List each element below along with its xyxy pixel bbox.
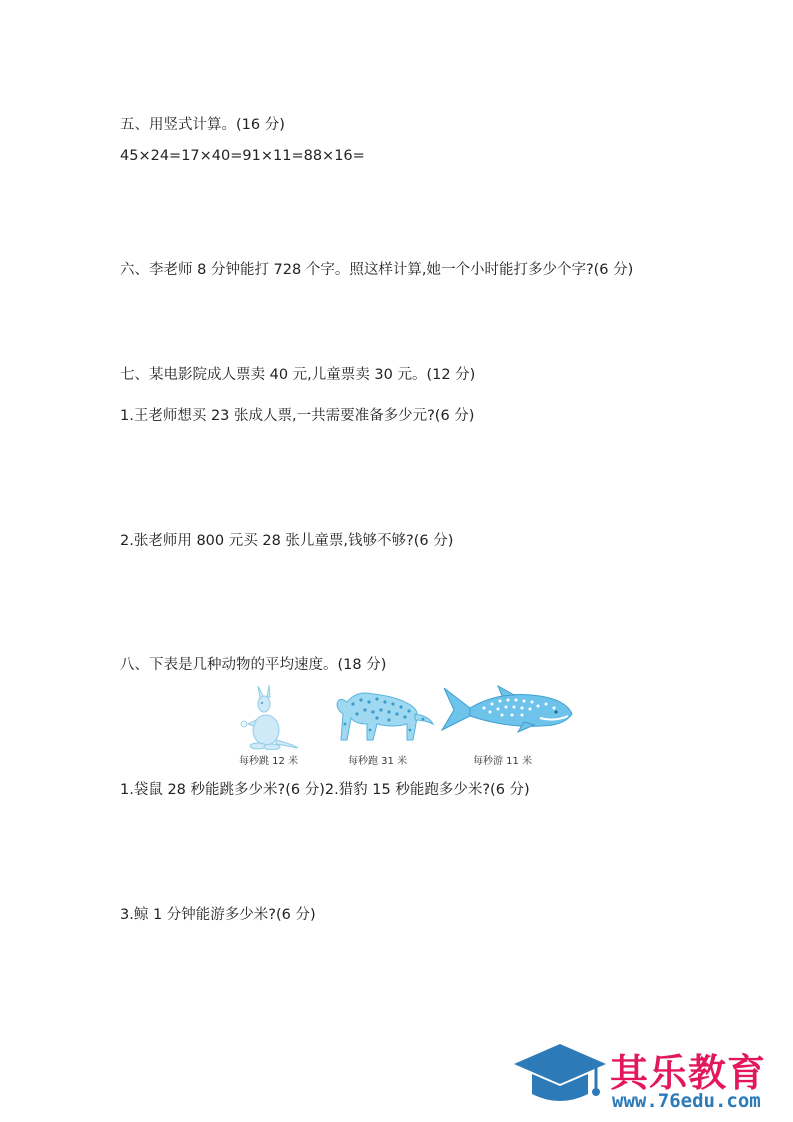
section-5-title: 五、用竖式计算。(16 分)	[120, 117, 285, 133]
brand-url: www.76edu.com	[612, 1090, 761, 1112]
whale-icon	[440, 684, 574, 734]
section-8-question-3: 3.鲸 1 分钟能游多少米?(6 分)	[120, 907, 316, 923]
brand-logo	[510, 1040, 790, 1115]
kangaroo-icon	[236, 684, 300, 750]
leopard-caption: 每秒跑 31 米	[348, 756, 408, 767]
leopard-icon	[333, 684, 435, 744]
whale-caption: 每秒游 11 米	[473, 756, 533, 767]
section-8-questions-1-2: 1.袋鼠 28 秒能跳多少米?(6 分)2.猎豹 15 秒能跑多少米?(6 分)	[120, 782, 530, 798]
brand-name: 其乐教育	[610, 1051, 767, 1095]
section-7-question-1: 1.王老师想买 23 张成人票,一共需要准备多少元?(6 分)	[120, 408, 475, 424]
kangaroo-caption: 每秒跳 12 米	[239, 756, 299, 767]
section-7-title: 七、某电影院成人票卖 40 元,儿童票卖 30 元。(12 分)	[120, 367, 476, 383]
graduation-cap-icon	[510, 1042, 608, 1112]
section-8-title: 八、下表是几种动物的平均速度。(18 分)	[120, 657, 387, 673]
section-7-question-2: 2.张老师用 800 元买 28 张儿童票,钱够不够?(6 分)	[120, 533, 454, 549]
section-6-question: 六、李老师 8 分钟能打 728 个字。照这样计算,她一个小时能打多少个字?(6 分)	[120, 262, 634, 278]
section-5-problems: 45×24=17×40=91×11=88×16=	[120, 148, 365, 164]
